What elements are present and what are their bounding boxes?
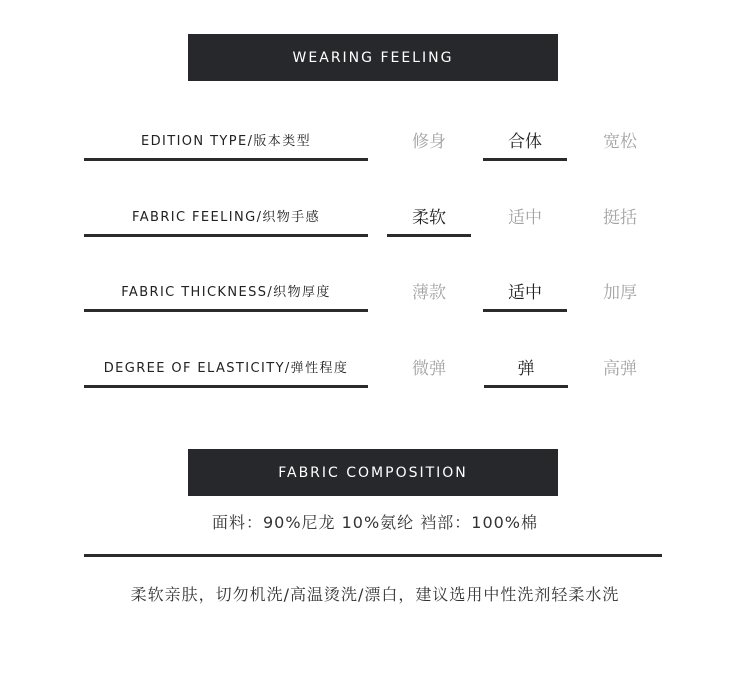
attribute-option: 高弹	[603, 358, 637, 379]
attribute-option-selected: 弹	[484, 347, 568, 388]
divider	[84, 554, 662, 557]
attribute-label: FABRIC THICKNESS/织物厚度	[84, 271, 368, 312]
attribute-row-edition-type	[0, 120, 750, 170]
attribute-label: DEGREE OF ELASTICITY/弹性程度	[84, 347, 368, 388]
care-instructions: 柔软亲肤，切勿机洗/高温烫洗/漂白，建议选用中性洗剂轻柔水洗	[130, 585, 620, 604]
attribute-option: 修身	[412, 131, 446, 152]
attribute-option-selected: 适中	[483, 271, 567, 312]
attribute-option: 微弹	[412, 358, 446, 379]
attribute-option: 薄款	[412, 282, 446, 303]
attribute-option: 适中	[508, 207, 542, 228]
attribute-option-selected: 柔软	[387, 196, 471, 237]
fabric-composition-banner: FABRIC COMPOSITION	[188, 449, 558, 496]
attribute-label: FABRIC FEELING/织物手感	[84, 196, 368, 237]
attribute-row-fabric-feeling	[0, 196, 750, 246]
attribute-option: 宽松	[603, 131, 637, 152]
wearing-feeling-banner: WEARING FEELING	[188, 34, 558, 81]
attribute-option: 加厚	[603, 282, 637, 303]
attribute-row-fabric-thickness	[0, 271, 750, 321]
attribute-option-selected: 合体	[483, 120, 567, 161]
composition-text: 面料：90%尼龙 10%氨纶 裆部：100%棉	[211, 513, 539, 532]
attribute-option: 挺括	[603, 207, 637, 228]
attribute-row-elasticity	[0, 347, 750, 397]
attribute-label: EDITION TYPE/版本类型	[84, 120, 368, 161]
